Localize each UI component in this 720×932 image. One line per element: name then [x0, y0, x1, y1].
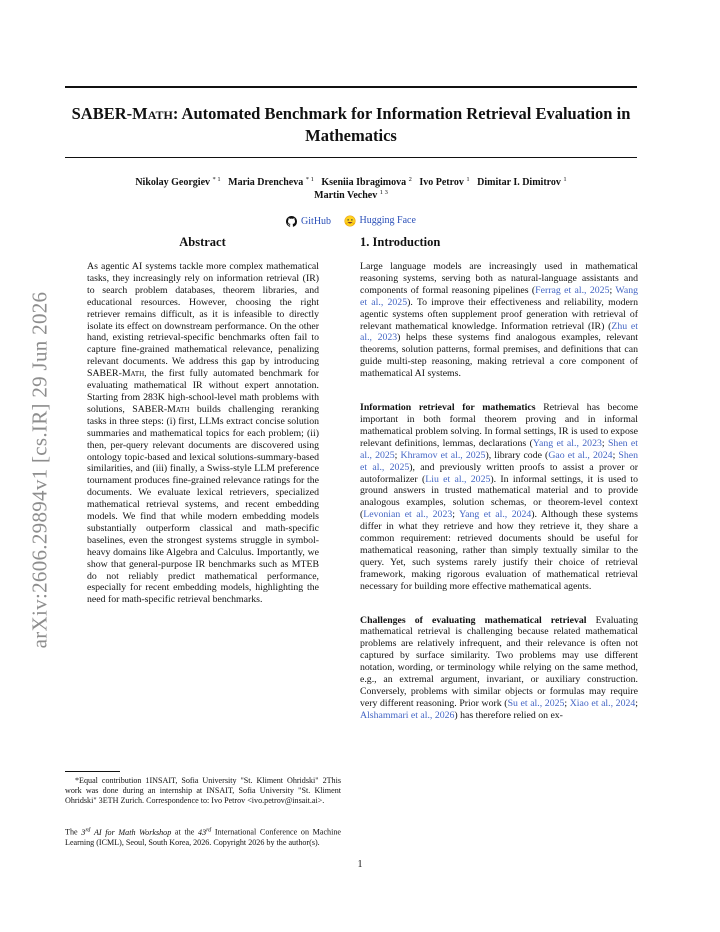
- hugging-face-link[interactable]: Hugging Face: [344, 214, 416, 227]
- introduction-heading: 1. Introduction: [360, 235, 441, 249]
- citation-link[interactable]: Khramov et al., 2025: [400, 449, 486, 461]
- paper-title: SABER-Math: Automated Benchmark for Information Retrieval Evaluation in Mathematics: [71, 104, 631, 145]
- paragraph-heading: Challenges of evaluating mathematical retrieval: [360, 614, 587, 626]
- github-link[interactable]: GitHub: [286, 215, 331, 228]
- github-icon: [286, 216, 297, 227]
- left-column: [65, 235, 340, 606]
- citation-link[interactable]: Su et al., 2025: [507, 697, 565, 709]
- citation-link[interactable]: Zhu et al., 2023: [360, 320, 638, 344]
- citation-link[interactable]: Shen et al., 2025: [360, 449, 639, 473]
- author: Kseniia Ibragimova $^2$: [321, 176, 412, 188]
- hugging-face-icon: [344, 215, 356, 227]
- author: Nikolay Georgiev $^{* 1}$: [135, 176, 221, 188]
- arxiv-identifier: arXiv:2606.29894v1 [cs.IR] 29 Jun 2026: [27, 291, 52, 649]
- page-number: 1: [357, 859, 363, 870]
- title-bottom-rule: [65, 157, 637, 158]
- citation-link[interactable]: Liu et al., 2025: [425, 473, 491, 485]
- paragraph-heading: Information retrieval for mathematics: [360, 402, 536, 414]
- author: Ivo Petrov $^1$: [419, 176, 470, 188]
- intro-paragraph-1: Large language models are increasingly used in mathematical reasoning systems, serving both as natural-language assistants and components of formal reasoning pipelines (Ferrag et al., 2025; Wang et al., 2025). To improve their effectiveness and reliability, modern agentic systems often supplement proof generation with retrieval of relevant mathematical knowledge. Information retrieval (IR) (Zhu et al., 2023) helps these systems find analogous examples, relevant theorems, solution patterns, formal premises, and definitions that can guide multi-step reasoning, making retrieval a core component of mathematical AI systems.: [360, 261, 639, 380]
- citation-link[interactable]: Wang et al., 2025: [360, 284, 638, 308]
- citation-link[interactable]: Ferrag et al., 2025: [535, 284, 610, 296]
- citation-link[interactable]: Shen et al., 2025: [360, 437, 638, 461]
- citation-link[interactable]: Gao et al., 2024: [548, 449, 613, 461]
- title-brand: SABER-Math: [71, 104, 173, 123]
- citation-link[interactable]: Levonian et al., 2023: [363, 509, 453, 521]
- author: Martin Vechev $^{1 3}$: [314, 189, 388, 201]
- citation-link[interactable]: Xiao et al., 2024: [569, 697, 636, 709]
- footnote-affiliations: *Equal contribution 1INSAIT, Sofia University "St. Kliment Ohridski" 2This work was done during an internship at INSAIT, Sofia University "St. Kliment Ohridski" 3ETH Zurich. Correspondence to: Ivo Petrov <ivo.petrov@insait.ai>.: [65, 776, 341, 805]
- abstract-text: As agentic AI systems tackle more complex mathematical tasks, they increasingly rely on information retrieval (IR) to search problem databases, theorem libraries, and educational resources. However, choosing the right retriever remains difficult, as it is infeasible to directly isolate its effect on downstream performance. On the other hand, existing retrieval-specific benchmarks often fail to capture fine-grained mathematical relevance, penalizing relevant documents. We address this gap by introducing SABER-Math, the first fully automated benchmark for evaluating mathematical IR without expert annotation. Starting from 283K high-school-level math problems with solutions, SABER-Math builds challenging reranking tasks in three steps: (i) first, LLMs extract concise solution summaries and mathematical topics for each problem; (ii) then, per-query relevant documents are discovered using ontology topic-based and lexical solutions-summary-based similarities, and (iii) finally, a Swiss-style LLM preference tournament produces fine-grained relevance ratings for the documents. We evaluate lexical retrievers, specialized mathematical retrieval systems, and recent embedding models. We find that while modern embedding models substantially outperform classical and math-specific baselines, even the strongest systems struggle in symbol-heavy domains like Algebra and Calculus. Importantly, we show that general-purpose IR benchmarks such as MTEB do not reliably predict mathematical performance, especially for recent embedding models, highlighting the need for math-specific retrieval benchmarks.: [87, 261, 319, 606]
- citation-link[interactable]: Yang et al., 2023: [532, 437, 602, 449]
- author: Maria Drencheva $^{* 1}$: [228, 176, 314, 188]
- intro-paragraph-3: Challenges of evaluating mathematical retrieval Evaluating mathematical retrieval is challenging because related mathematical problems are relatively infrequent, and their relevance is often not captured by surface similarity. Two problems may use different notation, wording, or terminology while relying on the same method, e.g., an extremal argument, invariant, or auxiliary construction. Conversely, problems with similar objects or formulas may require very different reasoning. Prior work (Su et al., 2025; Xiao et al., 2024; Alshammari et al., 2026) has therefore relied on ex-: [360, 614, 639, 721]
- title-top-rule: [65, 86, 637, 88]
- abstract-heading: Abstract: [179, 235, 226, 249]
- intro-paragraph-2: Information retrieval for mathematics Retrieval has become important in both formal theorem proving and in informal mathematical problem solving. In formal settings, IR is used to expose relevant definitions, lemmas, declarations (Yang et al., 2023; Shen et al., 2025; Khramov et al., 2025), library code (Gao et al., 2024; Shen et al., 2025), and previously written proofs to assist a prover or autoformalizer (Liu et al., 2025). In informal settings, it is used to ground answers in trusted mathematical material and to provide analogous examples, solution schemas, or theorem-level context (Levonian et al., 2023; Yang et al., 2024). Although these systems differ in what they retrieve and how they retrieve it, they share a common requirement: retrieved documents should be useful for mathematical reasoning, rather than simply textually similar to the query. Yet, such systems rarely justify their choice of retrieval framework, making rigorous evaluation of mathematical retrieval necessary for building more effective mathematical agents.: [360, 402, 639, 592]
- author: Dimitar I. Dimitrov $^1$: [477, 176, 567, 188]
- right-column: [360, 235, 638, 722]
- resource-links: [65, 214, 637, 231]
- footnote-rule: [65, 771, 120, 772]
- author-list: [65, 176, 637, 202]
- footnote-venue: The 3rd AI for Math Workshop at the 43rd International Conference on Machine Learning (ICML), Seoul, South Korea, 2026. Copyright 2026 by the author(s).: [65, 827, 341, 847]
- citation-link[interactable]: Yang et al., 2024: [459, 509, 532, 521]
- citation-link[interactable]: Alshammari et al., 2026: [360, 709, 455, 721]
